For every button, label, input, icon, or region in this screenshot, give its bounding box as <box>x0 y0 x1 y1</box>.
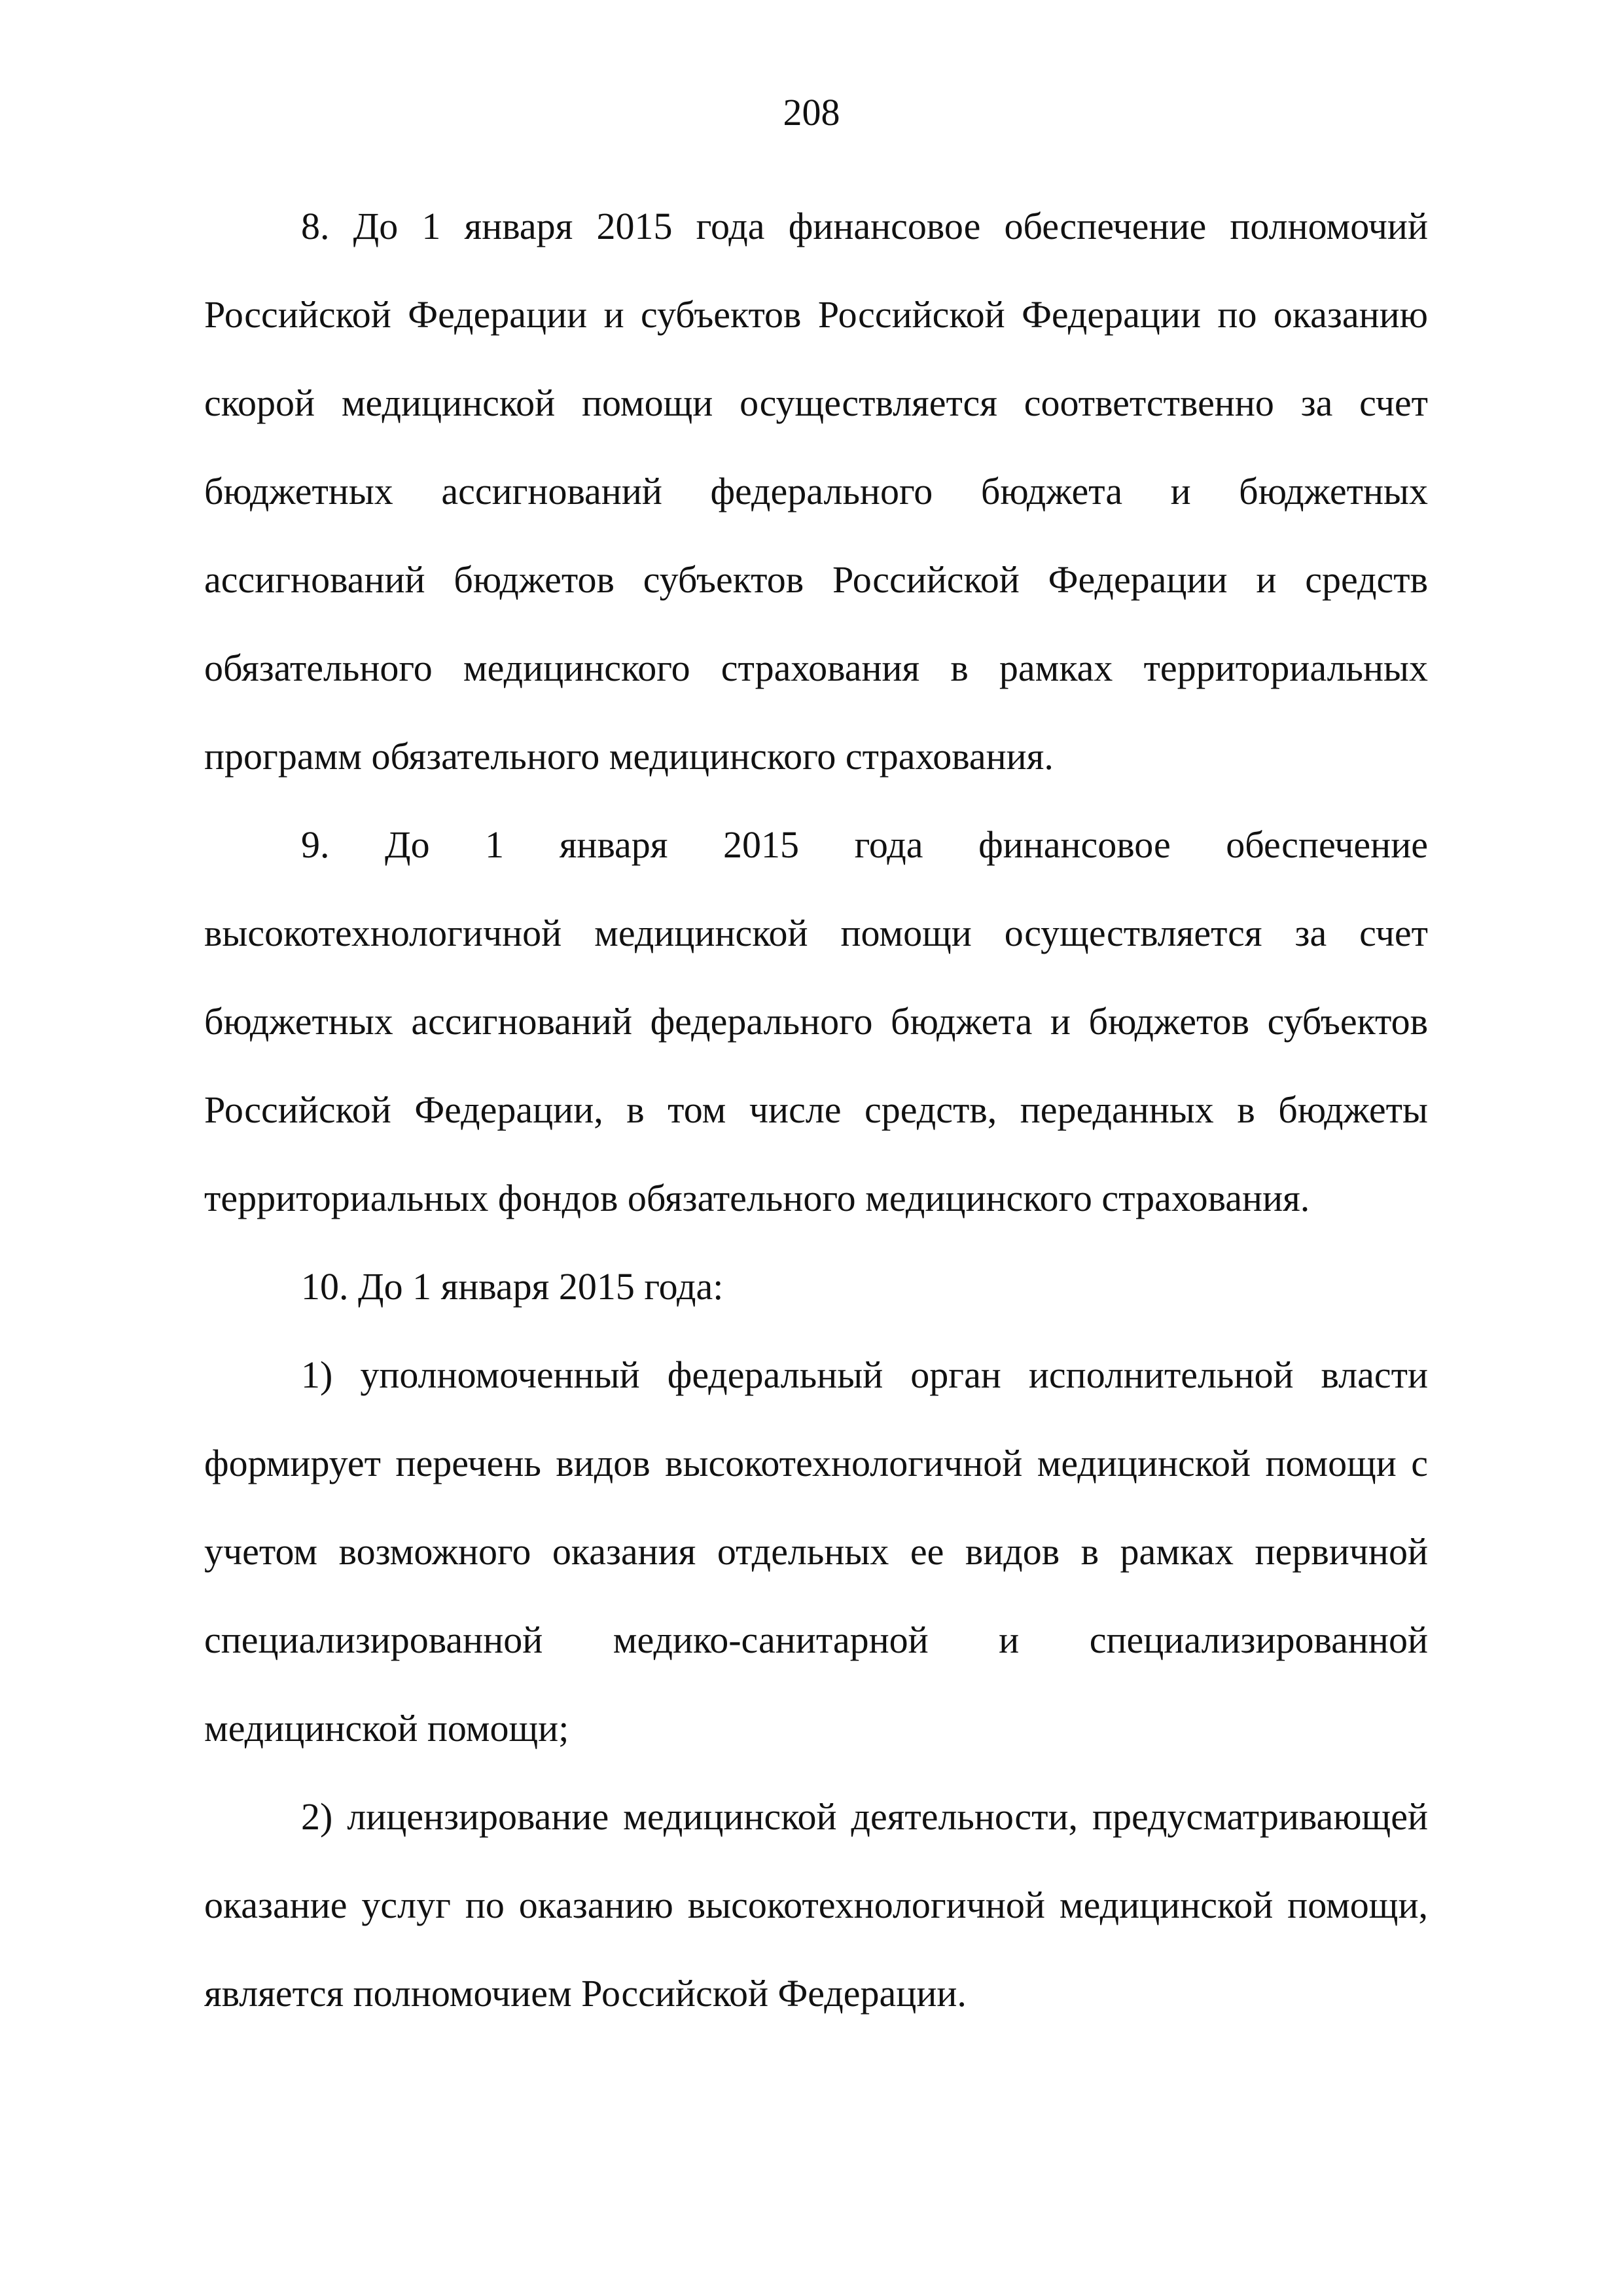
paragraph-10: 10. До 1 января 2015 года: <box>301 1265 724 1308</box>
paragraph-10-item-1: 1) уполномоченный федеральный орган исполнительной власти формирует перечень видов высокотехнологичной медицинской помощи с учетом возможного оказания отдельных ее видов в рамках первичной специализированной медико-санитарной и специализированной медицинской помощи; <box>204 1354 1428 1749</box>
paragraph-8: 8. До 1 января 2015 года финансовое обеспечение полномочий Российской Федерации и субъектов Российской Федерации по оказанию скорой медицинской помощи осуществляется соответственно за счет бюджетных ассигнований федерального бюджета и бюджетных ассигнований бюджетов субъектов Российской Федерации и средств обязательного медицинского страхования в рамках территориальных программ обязательного медицинского страхования. <box>204 205 1428 778</box>
paragraph-9: 9. До 1 января 2015 года финансовое обеспечение высокотехнологичной медицинской помощи осуществляется за счет бюджетных ассигнований федерального бюджета и бюджетов субъектов Российской Федерации, в том числе средств, переданных в бюджеты территориальных фондов обязательного медицинского страхования. <box>204 823 1428 1219</box>
document-body <box>204 182 1428 2037</box>
paragraph-10-item-2: 2) лицензирование медицинской деятельности, предусматривающей оказание услуг по оказанию высокотехнологичной медицинской помощи, является полномочием Российской Федерации. <box>204 1795 1428 2015</box>
page-number: 208 <box>783 91 840 134</box>
